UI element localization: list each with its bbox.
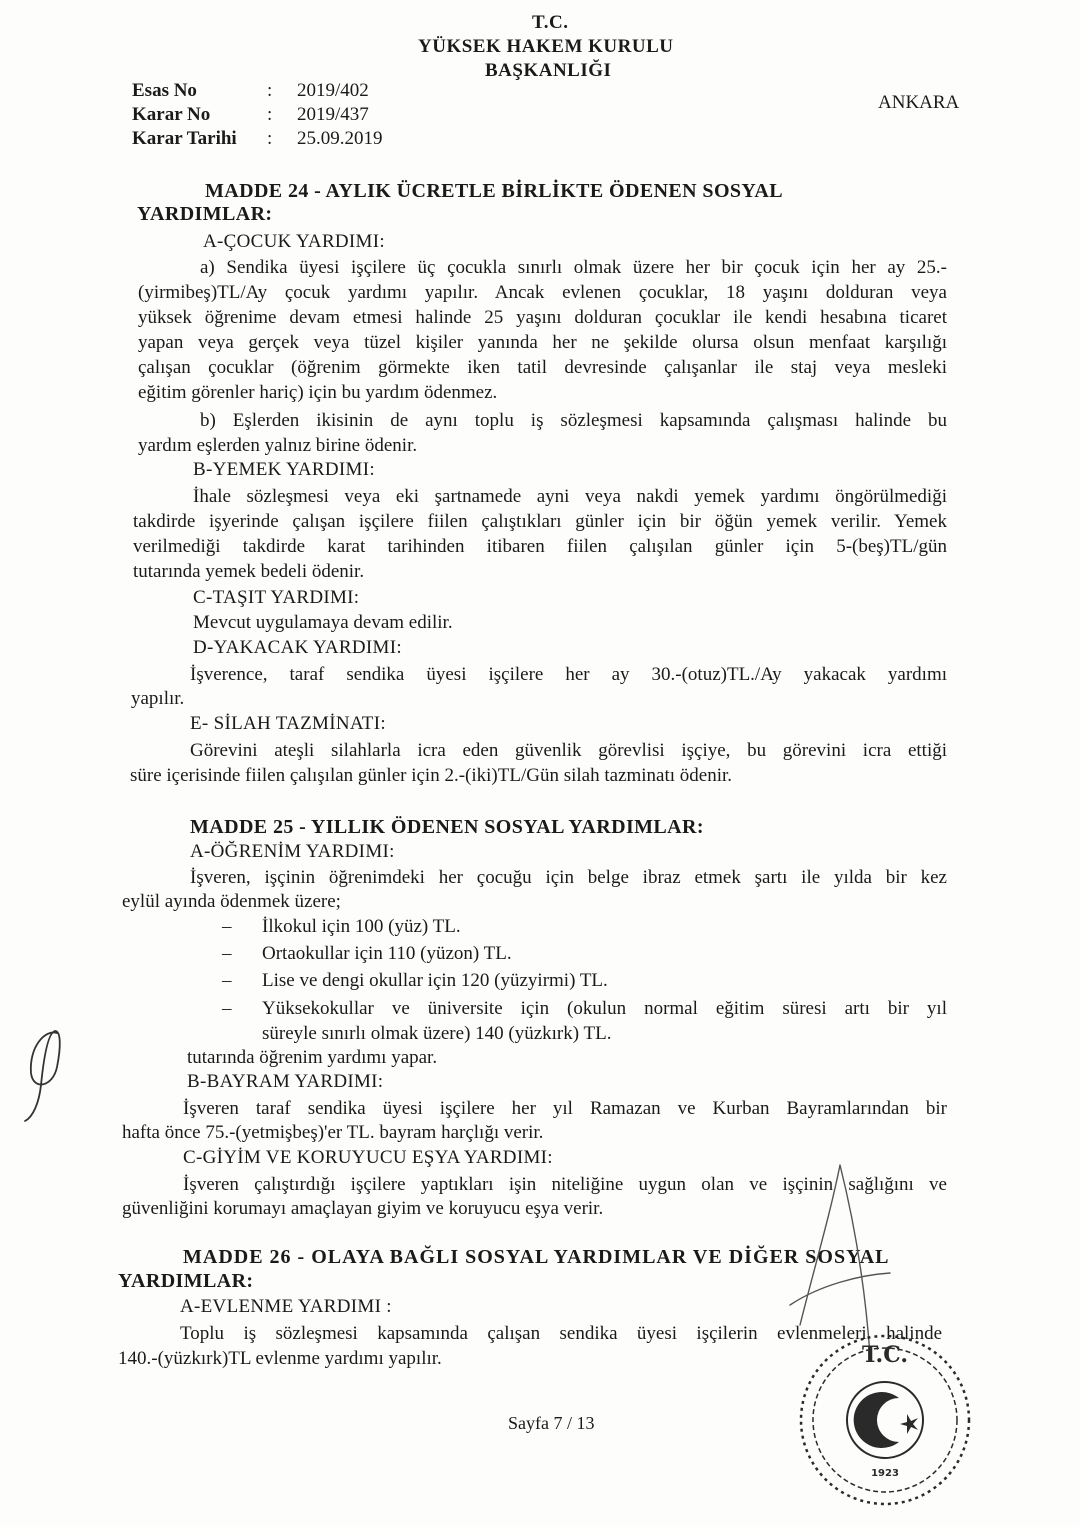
list-item — [222, 916, 461, 938]
header-tc: T.C. — [532, 12, 569, 33]
meta-label: Karar Tarihi — [132, 128, 237, 149]
text-line: Mevcut uygulamaya devam edilir. — [193, 612, 453, 633]
text-line: tutarında yemek bedeli ödenir. — [133, 561, 365, 582]
article-26-title-cont: YARDIMLAR: — [118, 1270, 254, 1292]
text-line: İşverence, taraf sendika üyesi işçilere her ay 30.-(otuz)TL./Ay yakacak yardımı — [190, 664, 947, 685]
header-city: ANKARA — [878, 92, 960, 113]
meta-value: 25.09.2019 — [297, 128, 383, 149]
list-item — [222, 998, 947, 1020]
list-item-text: İlkokul için 100 (yüz) TL. — [262, 916, 461, 937]
article-26-title: MADDE 26 - OLAYA BAĞLI SOSYAL YARDIMLAR VE DİĞER SOSYAL — [183, 1246, 890, 1268]
list-item-cont: süreyle sınırlı olmak üzere) 140 (yüzkırk) TL. — [262, 1023, 612, 1044]
bullet-dash: – — [222, 943, 232, 964]
meta-sep: : — [267, 128, 273, 149]
margin-paraph-mark — [15, 1025, 75, 1125]
section-silah-title: E- SİLAH TAZMİNATI: — [190, 713, 386, 734]
meta-esas-no — [132, 80, 412, 104]
section-giyim-title: C-GİYİM VE KORUYUCU EŞYA YARDIMI: — [183, 1147, 553, 1168]
meta-label: Esas No — [132, 80, 197, 101]
section-tasit-title: C-TAŞIT YARDIMI: — [193, 587, 360, 608]
text-line: Toplu iş sözleşmesi kapsamında çalışan sendika üyesi işçilerin evlenmeleri halinde — [180, 1323, 942, 1344]
text-line: çalışan çocuklar (öğrenim görmekte iken tatil devresinde çalışanlar ile staj veya mesleki — [138, 357, 947, 378]
article-25-title: MADDE 25 - YILLIK ÖDENEN SOSYAL YARDIMLAR: — [190, 816, 704, 838]
header-presidency: BAŞKANLIĞI — [485, 60, 612, 81]
text-line: tutarında öğrenim yardımı yapar. — [187, 1047, 438, 1068]
text-line: verilmediği takdirde karat tarihinden itibaren fiilen çalışılan günler için 5-(beş)TL/gün — [133, 536, 947, 557]
text-line: İşveren çalıştırdığı işçilere yaptıkları işin niteliğine uygun olan ve işçinin sağlığını ve — [183, 1174, 947, 1195]
section-bayram-title: B-BAYRAM YARDIMI: — [187, 1071, 384, 1092]
text-line: yardım eşlerden yalnız birine ödenir. — [138, 435, 418, 456]
section-yemek-title: B-YEMEK YARDIMI: — [193, 459, 375, 480]
svg-text:1923: 1923 — [871, 1468, 899, 1479]
bullet-dash: – — [222, 998, 232, 1019]
meta-karar-tarihi — [132, 128, 412, 152]
text-line: güvenliğini korumayı amaçlayan giyim ve koruyucu eşya verir. — [122, 1198, 604, 1219]
text-line: süre içerisinde fiilen çalışılan günler için 2.-(iki)TL/Gün silah tazminatı ödenir. — [130, 765, 733, 786]
header-institution: YÜKSEK HAKEM KURULU — [418, 36, 674, 57]
bullet-dash: – — [222, 916, 232, 937]
text-line: yapılır. — [131, 688, 185, 709]
text-line: yüksek öğrenime devam etmesi halinde 25 yaşını dolduran çocuklar ile kendi hesabına ticaret — [138, 307, 947, 328]
list-item — [222, 970, 608, 992]
text-line: b) Eşlerden ikisinin de aynı toplu iş sözleşmesi kapsamında çalışması halinde bu — [200, 410, 947, 431]
article-24-title-cont: YARDIMLAR: — [137, 203, 273, 225]
article-24-title: MADDE 24 - AYLIK ÜCRETLE BİRLİKTE ÖDENEN SOSYAL — [205, 180, 784, 202]
meta-label: Karar No — [132, 104, 211, 125]
section-cocuk-title: A-ÇOCUK YARDIMI: — [203, 231, 385, 252]
list-item-text: Yüksekokullar ve üniversite için (okulun normal eğitim süresi artı bir yıl — [262, 998, 947, 1019]
section-yakacak-title: D-YAKACAK YARDIMI: — [193, 637, 402, 658]
page-number: Sayfa 7 / 13 — [508, 1413, 595, 1433]
bullet-dash: – — [222, 970, 232, 991]
list-item — [222, 943, 512, 965]
text-line: yapan veya gerçek veya tüzel kişiler yanında her ne şekilde olursa olsun menfaat karşılığı — [138, 332, 947, 353]
text-line: İşveren, işçinin öğrenimdeki her çocuğu için belge ibraz etmek şartı ile yılda bir kez — [190, 867, 947, 888]
text-line: Görevini ateşli silahlarla icra eden güvenlik görevlisi işçiye, bu görevini icra ettiği — [190, 740, 947, 761]
official-stamp-seal — [795, 1330, 975, 1510]
text-line: a) Sendika üyesi işçilere üç çocukla sınırlı olmak üzere her bir çocuk için her ay 25.- — [200, 257, 947, 278]
section-ogrenim-title: A-ÖĞRENİM YARDIMI: — [190, 841, 395, 862]
section-evlenme-title: A-EVLENME YARDIMI : — [180, 1296, 392, 1317]
meta-karar-no — [132, 104, 412, 128]
meta-sep: : — [267, 104, 273, 125]
meta-value: 2019/437 — [297, 104, 369, 125]
text-line: takdirde işyerinde çalışan işçilere fiilen çalıştıkları günler için bir öğün yemek verilir. Yemek — [133, 511, 947, 532]
svg-text:T.C.: T.C. — [862, 1342, 908, 1368]
text-line: İhale sözleşmesi veya eki şartnamede ayni veya nakdi yemek yardımı öngörülmediği — [193, 486, 947, 507]
text-line: İşveren taraf sendika üyesi işçilere her yıl Ramazan ve Kurban Bayramlarından bir — [183, 1098, 947, 1119]
meta-sep: : — [267, 80, 273, 101]
list-item-text: Ortaokullar için 110 (yüzon) TL. — [262, 943, 512, 964]
text-line: hafta önce 75.-(yetmişbeş)'er TL. bayram harçlığı verir. — [122, 1122, 544, 1143]
text-line: 140.-(yüzkırk)TL evlenme yardımı yapılır. — [118, 1348, 442, 1369]
meta-value: 2019/402 — [297, 80, 369, 101]
list-item-text: Lise ve dengi okullar için 120 (yüzyirmi) TL. — [262, 970, 608, 991]
text-line: eylül ayında ödenmek üzere; — [122, 891, 341, 912]
text-line: eğitim görenler hariç) için bu yardım ödenmez. — [138, 382, 498, 403]
text-line: (yirmibeş)TL/Ay çocuk yardımı yapılır. Ancak evlenen çocuklar, 18 yaşını dolduran veya — [138, 282, 947, 303]
